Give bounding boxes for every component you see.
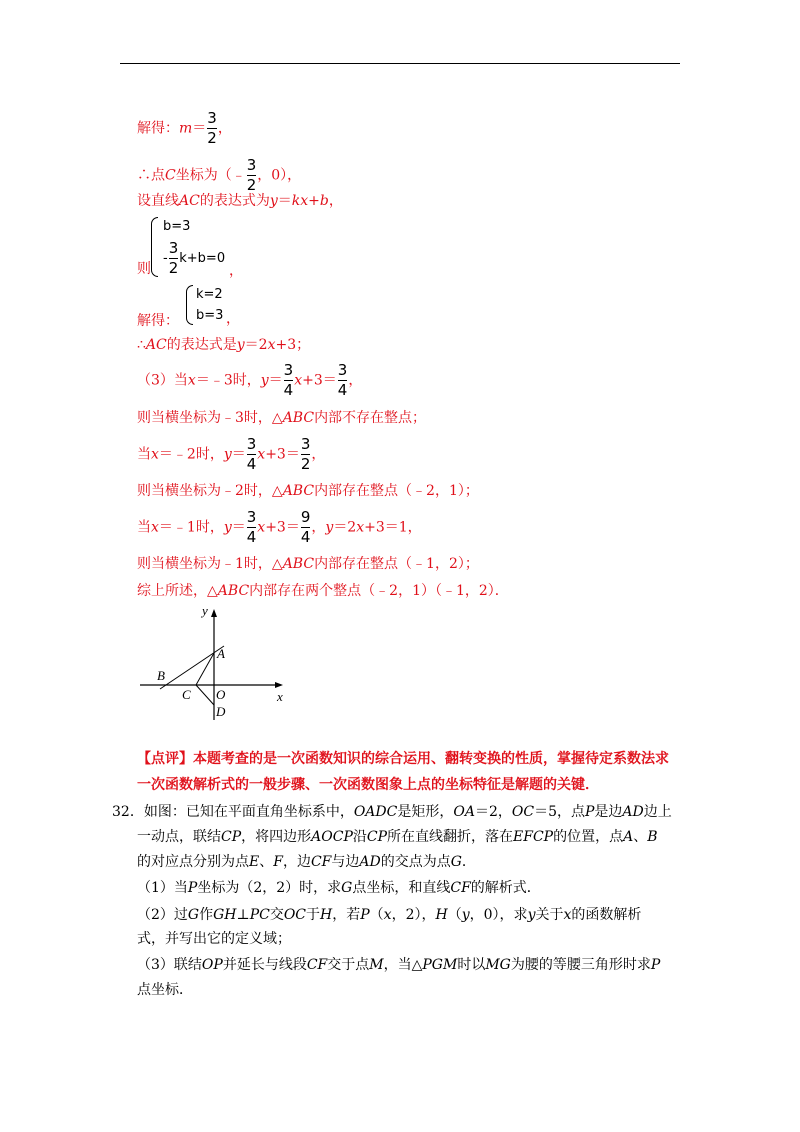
q32-line3: 的对应点分别为点E、F，边CF与边AD的交点为点G． [137, 854, 476, 870]
q32-part2: （2）过G作GH⊥PC交OC于H，若P（x，2），H（y，0），求y关于x的函数解析 [137, 907, 642, 923]
case-x-minus-3: （3）当x＝﹣3时，y＝ $\frac{3}{4}$ x+3＝ $\frac{3}{4}$ ， [137, 361, 363, 399]
case-x-minus-2: 当x＝﹣2时，y＝ $\frac{3}{4}$ x+3＝ $\frac{3}{2}$ ， [137, 435, 326, 473]
x-axis-arrow [275, 682, 283, 688]
label-b: B [157, 668, 165, 683]
equation: b=3 [196, 308, 224, 323]
header-rule [120, 63, 680, 64]
conclusion-minus-2: 则当横坐标为﹣2时，△ABC内部存在整点（﹣2，1）； [137, 483, 479, 499]
conclusion-minus-3: 则当横坐标为﹣3时，△ABC内部不存在整点； [137, 410, 427, 426]
coordinate-figure [135, 605, 305, 725]
q32-part3-cont: 点坐标． [137, 982, 193, 998]
label-d: D [216, 704, 226, 719]
case-x-minus-1: 当x＝﹣1时，y＝ $\frac{3}{4}$ x+3＝ $\frac{9}{4}$ ，y＝2x+3＝1， [137, 508, 422, 546]
system-label: 解得： [137, 313, 179, 329]
brace [151, 217, 158, 277]
label-a: A [217, 646, 225, 661]
q32-line2: 一动点，联结CP，将四边形AOCP沿CP所在直线翻折，落在EFCP的位置，点A、B [137, 829, 658, 845]
ac-expression: ∴AC的表达式是y＝2x+3； [137, 337, 311, 353]
fraction: $\frac{3}{2}$ [207, 109, 217, 147]
line-cd [196, 685, 214, 705]
equation: - $\frac{3}{2}$ k+b=0 [163, 239, 226, 277]
q32-line1: 32．如图：已知在平面直角坐标系中，OADC是矩形，OA＝2，OC＝5，点P是边AD边上 [112, 804, 672, 820]
brace [186, 285, 193, 325]
line-ca [196, 653, 214, 685]
system-label: 则 [137, 261, 151, 277]
line-ac-setup: 设直线AC的表达式为y＝kx+b， [137, 193, 343, 209]
point-c-line: ∴点C坐标为（﹣ $\frac{3}{2}$ ，0）， [137, 156, 302, 194]
label-c: C [182, 687, 191, 702]
equation: k=2 [196, 287, 223, 302]
equation: b=3 [163, 219, 191, 234]
q32-part2-cont: 式，并写出它的定义域； [137, 931, 291, 947]
q32-part1: （1）当P坐标为（2，2）时，求G点坐标，和直线CF的解析式． [137, 880, 541, 896]
y-axis-arrow [211, 609, 217, 617]
review-comment-line2: 一次函数解析式的一般步骤、一次函数图象上点的坐标特征是解题的关键． [137, 777, 599, 793]
summary: 综上所述，△ABC内部存在两个整点（﹣2，1）（﹣1，2）． [137, 583, 509, 599]
review-comment-line1: 【点评】本题考查的是一次函数知识的综合运用、翻转变换的性质，掌握待定系数法求 [137, 751, 669, 767]
punct: ， [226, 311, 240, 327]
label-y: y [202, 605, 208, 618]
punct: ， [229, 263, 243, 279]
conclusion-minus-1: 则当横坐标为﹣1时，△ABC内部存在整点（﹣1，2）； [137, 556, 479, 572]
q32-part3: （3）联结OP并延长与线段CF交于点M，当△PGM时以MG为腰的等腰三角形时求P [137, 957, 661, 973]
solution-line-m: 解得：m＝ $\frac{3}{2}$ ， [137, 109, 232, 147]
fraction: $\frac{3}{2}$ [246, 156, 257, 194]
label-x: x [277, 689, 283, 704]
label-o: O [216, 687, 226, 702]
